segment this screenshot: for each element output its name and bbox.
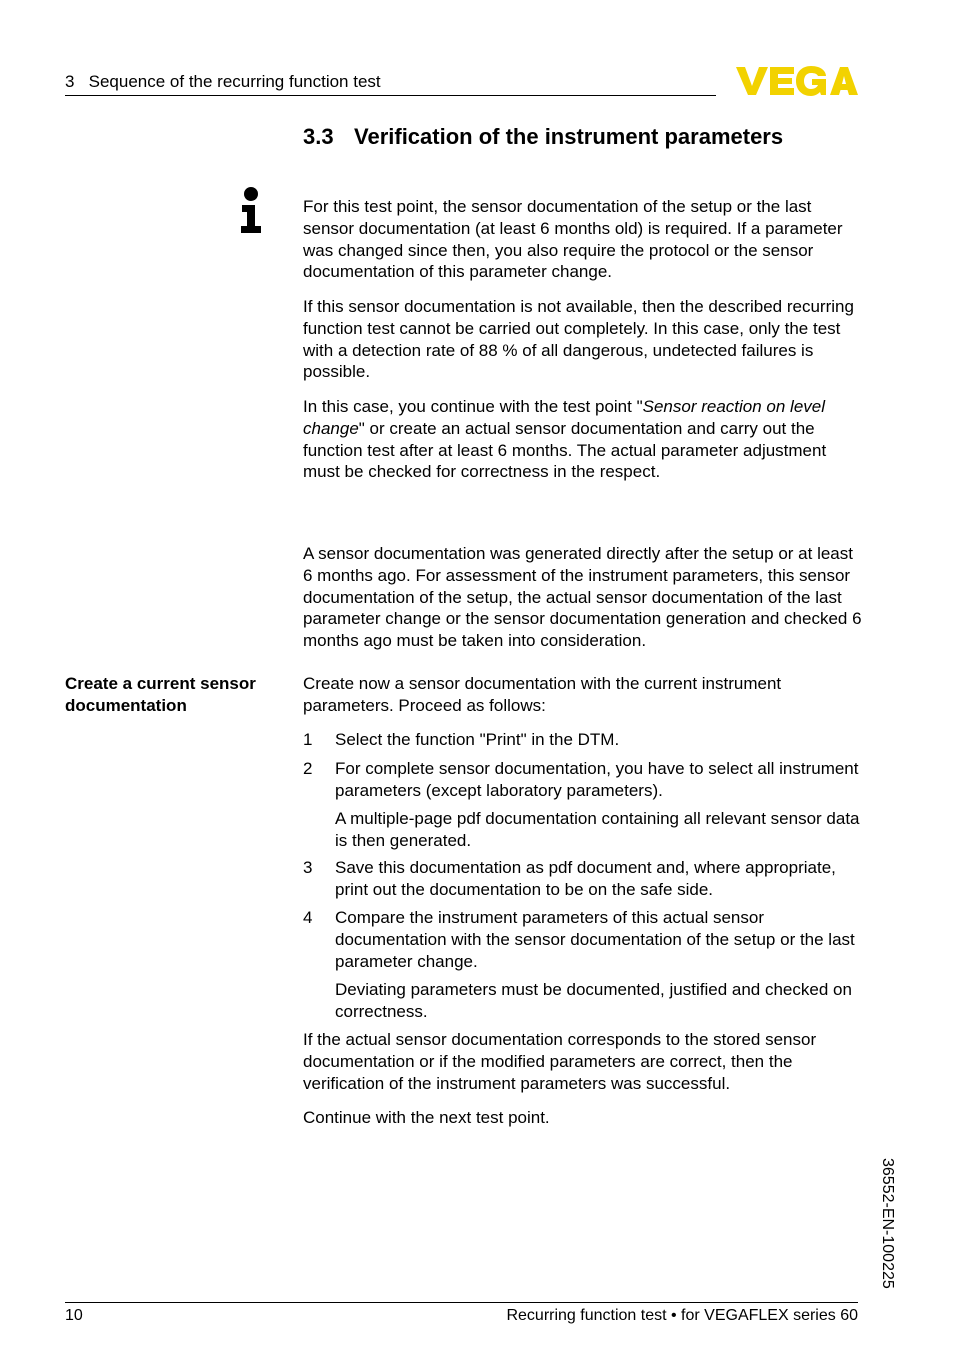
step-text: A multiple-page pdf documentation containing all relevant sensor data is then generated. (335, 809, 860, 850)
step-number: 4 (303, 908, 313, 927)
step-text: Deviating parameters must be documented, justified and checked on correctness. (335, 980, 852, 1021)
paragraph-text: In this case, you continue with the test point " (303, 397, 643, 416)
list-item (303, 808, 863, 852)
list-item (303, 857, 863, 901)
header-rule (65, 95, 716, 96)
paragraph-text: " or create an actual sensor documentation and carry out the function test after at least 6 months. The actual parameter adjustment must be checked for correctness in the respect. (303, 418, 827, 482)
paragraph-success: If the actual sensor documentation corresponds to the stored sensor documentation or if the modified parameters are correct, then the verification of the instrument parameters was successful. (303, 1030, 817, 1093)
paragraph-not-available: If this sensor documentation is not available, then the described recurring function test cannot be carried out completely. In this case, only the test with a detection rate of 88 % of all dangerous, undetected failures is possible. (303, 297, 854, 382)
step-text: Save this documentation as pdf document and, where appropriate, print out the documentation to be on the safe side. (335, 858, 836, 899)
section-title: Verification of the instrument parameters (354, 124, 784, 149)
vega-logo (736, 66, 858, 96)
step-text: Compare the instrument parameters of this actual sensor documentation with the sensor documentation of the setup or the last parameter change. (335, 908, 855, 971)
paragraph-continue-option (303, 396, 863, 483)
side-label: Create a current sensor documentation (65, 674, 256, 715)
footer-rule (65, 1302, 858, 1303)
paragraph-assessment: A sensor documentation was generated directly after the setup or at least 6 months ago. For assessment of the instrument parameters, this sensor documentation of the setup, the actual sensor documentation of the last parameter change or the sensor documentation generation and checked 6 months ago must be taken into consideration. (303, 544, 862, 651)
section-number: 3.3 (303, 124, 334, 149)
list-item (303, 729, 863, 751)
step-number: 1 (303, 730, 313, 749)
footer-title: Recurring function test • for VEGAFLEX series 60 (506, 1307, 858, 1324)
info-icon (239, 186, 263, 234)
list-item (303, 907, 863, 972)
chapter-header: 3 Sequence of the recurring function test (65, 72, 381, 91)
paragraph-next: Continue with the next test point. (303, 1108, 550, 1127)
step-number: 3 (303, 858, 313, 877)
page-number: 10 (65, 1307, 83, 1324)
section-heading (303, 122, 783, 152)
step-text: Select the function "Print" in the DTM. (335, 730, 620, 749)
list-item (303, 979, 863, 1023)
test-point-reference: Sensor reaction on level change (303, 397, 826, 438)
paragraph-create-now: Create now a sensor documentation with the current instrument parameters. Proceed as follows: (303, 674, 782, 715)
paragraph-requirement: For this test point, the sensor documentation of the setup or the last sensor documentation (at least 6 months old) is required. If a parameter was changed since then, you also require the protocol or the sensor documentation of this parameter change. (303, 197, 843, 282)
step-number: 2 (303, 759, 313, 778)
list-item (303, 758, 863, 802)
step-text: For complete sensor documentation, you have to select all instrument parameters (except laboratory parameters). (335, 759, 859, 800)
document-id: 36552-EN-100225 (879, 1158, 896, 1289)
